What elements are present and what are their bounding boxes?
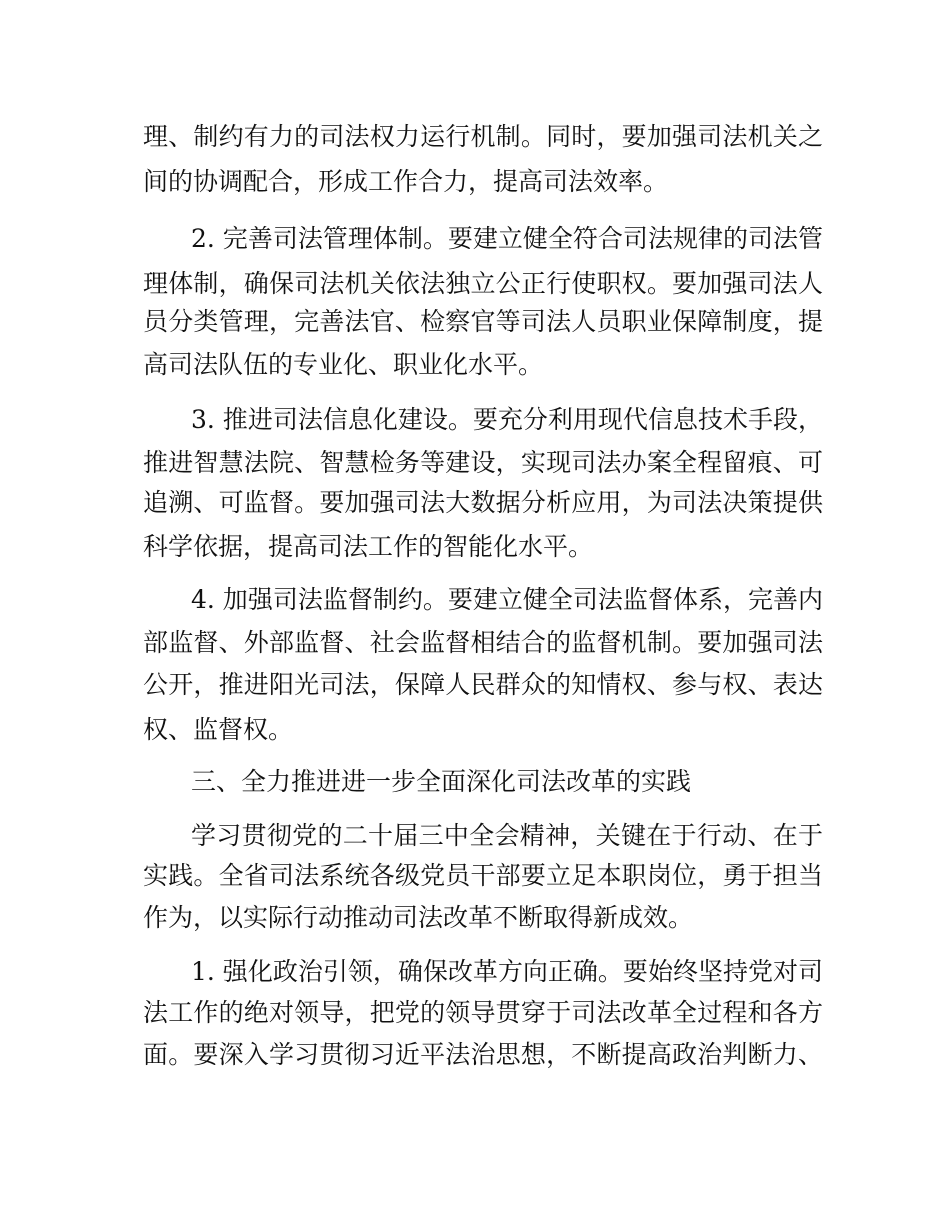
text-line: 公开，推进阳光司法，保障人民群众的知情权、参与权、表达 xyxy=(143,670,823,699)
text-line: 部监督、外部监督、社会监督相结合的监督机制。要加强司法 xyxy=(143,628,823,657)
section-heading-2: 2. 完善司法管理体制。要建立健全符合司法规律的司法管 xyxy=(191,224,823,253)
text-line: 理体制，确保司法机关依法独立公正行使职权。要加强司法人 xyxy=(143,269,823,298)
text-line: 学习贯彻党的二十届三中全会精神，关键在于行动、在于 xyxy=(191,821,823,850)
text-line: 高司法队伍的专业化、职业化水平。 xyxy=(143,350,544,379)
text-line: 员分类管理，完善法官、检察官等司法人员职业保障制度，提 xyxy=(143,307,823,336)
text-line: 作为，以实际行动推动司法改革不断取得新成效。 xyxy=(143,903,694,932)
text-line: 推进智慧法院、智慧检务等建设，实现司法办案全程留痕、可 xyxy=(143,448,823,477)
section-heading-3: 3. 推进司法信息化建设。要充分利用现代信息技术手段， xyxy=(191,405,823,434)
text-line: 追溯、可监督。要加强司法大数据分析应用，为司法决策提供 xyxy=(143,488,823,517)
text-line: 理、制约有力的司法权力运行机制。同时，要加强司法机关之 xyxy=(143,122,823,151)
text-line: 科学依据，提高司法工作的智能化水平。 xyxy=(143,532,594,561)
text-line: 面。要深入学习贯彻习近平法治思想，不断提高政治判断力、 xyxy=(143,1040,823,1069)
text-line: 实践。全省司法系统各级党员干部要立足本职岗位，勇于担当 xyxy=(143,861,823,890)
text-line: 间的协调配合，形成工作合力，提高司法效率。 xyxy=(143,167,669,196)
section-heading-1: 1. 强化政治引领，确保改革方向正确。要始终坚持党对司 xyxy=(191,957,823,986)
section-heading-three: 三、全力推进进一步全面深化司法改革的实践 xyxy=(191,767,692,796)
text-line: 权、监督权。 xyxy=(143,715,294,744)
text-line: 法工作的绝对领导，把党的领导贯穿于司法改革全过程和各方 xyxy=(143,998,823,1027)
section-heading-4: 4. 加强司法监督制约。要建立健全司法监督体系，完善内 xyxy=(191,585,823,614)
